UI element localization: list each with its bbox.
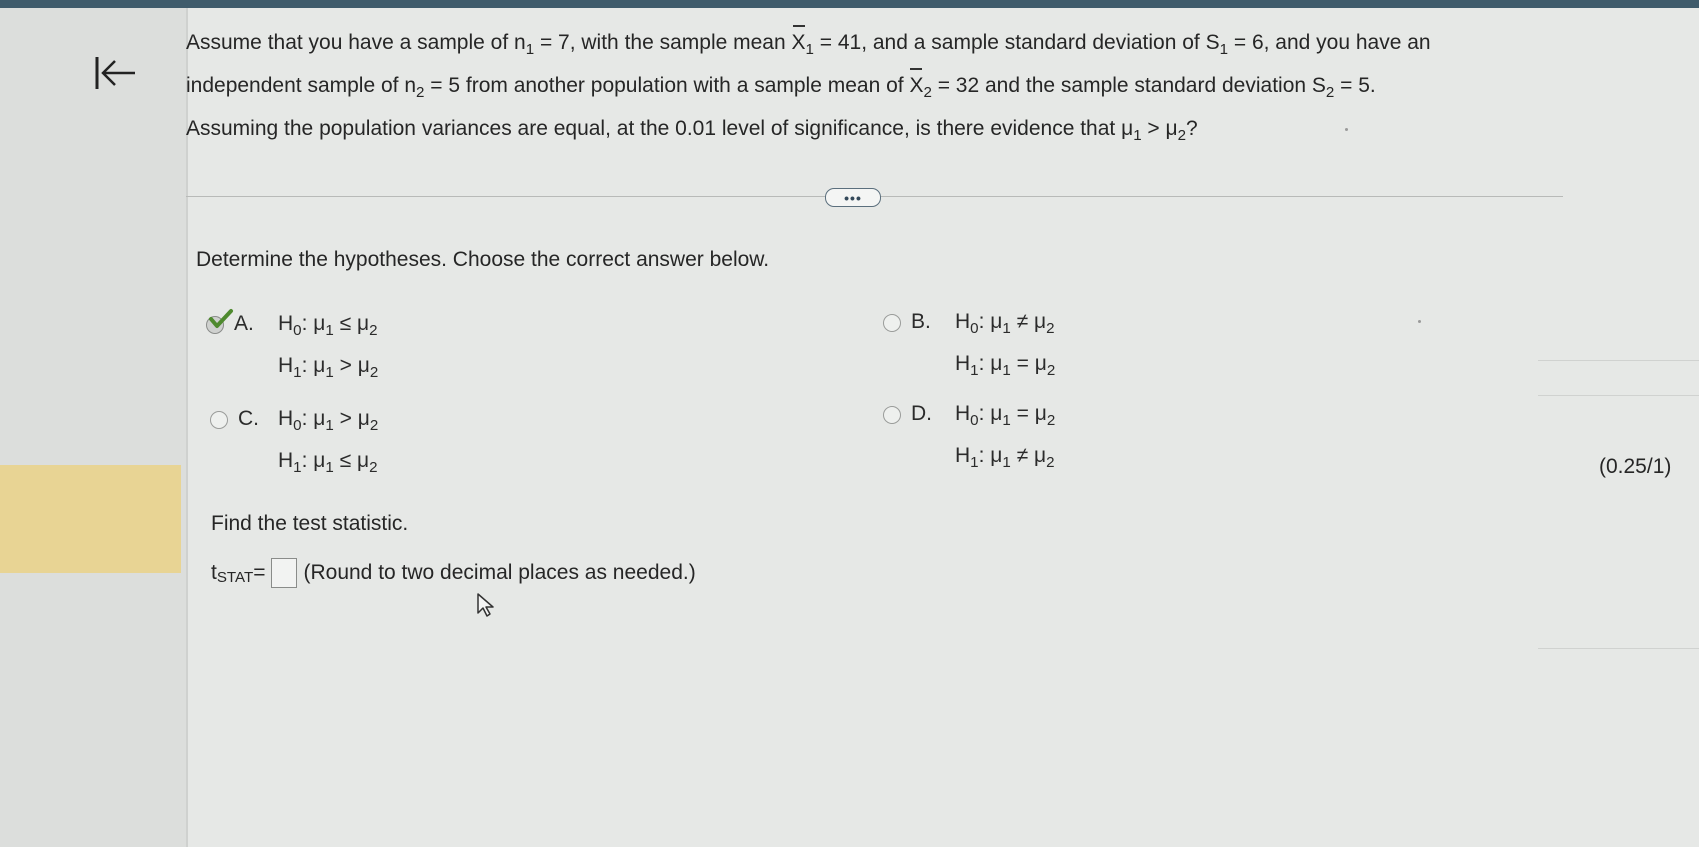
null-hypothesis	[955, 402, 1056, 429]
subscript: 1	[970, 453, 979, 471]
subscript: 2	[1177, 126, 1187, 144]
subscript: 1	[325, 458, 334, 476]
subscript: 2	[369, 363, 379, 381]
relation-symbol: >	[333, 407, 358, 430]
question-line	[186, 65, 1536, 108]
subscript: 1	[1002, 319, 1011, 337]
x-bar-symbol: X	[792, 22, 806, 63]
subscript: 2	[369, 458, 378, 476]
relation-symbol: ≤	[333, 312, 357, 335]
mu-symbol: μ	[990, 352, 1003, 375]
collapse-left-arrow-icon	[93, 53, 137, 93]
question-fragment: independent sample of n	[186, 74, 417, 97]
colon: :	[978, 444, 991, 467]
null-hypothesis	[278, 407, 379, 434]
question-text	[186, 22, 1536, 151]
relation-symbol: ≠	[1010, 444, 1034, 467]
mu-symbol: μ	[1033, 444, 1047, 467]
subscript: 1	[970, 361, 979, 379]
subscript: 1	[325, 321, 334, 339]
mu-symbol: μ	[356, 449, 370, 472]
expand-more-button[interactable]: •••	[825, 188, 881, 207]
left-panel-highlight	[0, 465, 181, 573]
relation-symbol: ≤	[333, 449, 357, 472]
subscript: 0	[293, 321, 302, 339]
mu-symbol: μ	[313, 407, 326, 430]
relation-symbol: =	[1010, 402, 1035, 425]
hyp-symbol: H	[278, 312, 294, 335]
relation-symbol: >	[1141, 117, 1166, 140]
subscript: 1	[1133, 126, 1142, 144]
colon: :	[301, 449, 314, 472]
subscript: 1	[525, 40, 535, 58]
mu-symbol: μ	[313, 354, 326, 377]
question-fragment: = 5 from another population with a sample mean of	[424, 74, 910, 97]
mu-symbol: μ	[313, 312, 326, 335]
mouse-pointer-icon	[476, 592, 498, 618]
colon: :	[978, 352, 991, 375]
subscript: 2	[369, 321, 378, 339]
option-letter: C.	[238, 407, 259, 430]
subscript: 2	[416, 83, 425, 101]
colon: :	[301, 312, 314, 335]
score-label: (0.25/1)	[1599, 455, 1672, 478]
question-line	[186, 108, 1536, 151]
subscript: 1	[1002, 361, 1011, 379]
left-panel	[0, 8, 187, 847]
null-hypothesis	[278, 312, 378, 339]
subscript: 0	[970, 411, 979, 429]
option-letter: D.	[911, 402, 932, 425]
subscript: 2	[1046, 319, 1055, 337]
x-bar-symbol: X	[909, 65, 923, 106]
hyp-symbol: H	[955, 444, 971, 467]
option-letter: A.	[234, 312, 254, 335]
equals-sign: =	[253, 561, 266, 584]
null-hypothesis	[955, 310, 1055, 337]
hypotheses-prompt: Determine the hypotheses. Choose the correct answer below.	[196, 248, 770, 271]
speck	[1418, 320, 1421, 323]
question-mark: ?	[1186, 117, 1198, 140]
option-letter: B.	[911, 310, 931, 333]
right-edge-line	[1538, 395, 1699, 396]
tstat-answer-input[interactable]	[271, 558, 297, 588]
mu-symbol: μ	[1034, 402, 1047, 425]
mu-symbol: μ	[357, 354, 370, 377]
option-b-radio[interactable]	[883, 314, 901, 332]
hyp-symbol: H	[955, 402, 971, 425]
hyp-symbol: H	[278, 354, 294, 377]
colon: :	[978, 310, 991, 333]
rounding-hint: (Round to two decimal places as needed.)	[303, 561, 696, 584]
hyp-symbol: H	[955, 310, 971, 333]
colon: :	[978, 402, 991, 425]
question-fragment: = 7, with the sample mean	[534, 31, 792, 54]
subscript: 2	[923, 83, 932, 101]
subscript: 1	[1002, 453, 1011, 471]
hyp-symbol: H	[955, 352, 971, 375]
test-statistic-row	[211, 558, 696, 588]
top-bar	[0, 0, 1699, 8]
subscript: STAT	[216, 569, 254, 587]
subscript: 2	[1046, 361, 1056, 379]
question-line	[186, 22, 1536, 65]
subscript: 2	[369, 416, 379, 434]
mu-symbol: μ	[990, 444, 1003, 467]
mu-symbol: μ	[990, 310, 1003, 333]
question-fragment: = 5.	[1334, 74, 1376, 97]
subscript: 0	[293, 416, 302, 434]
subscript: 1	[325, 363, 334, 381]
relation-symbol: ≠	[1010, 310, 1034, 333]
option-c-radio[interactable]	[210, 411, 228, 429]
speck	[1345, 128, 1348, 131]
hyp-symbol: H	[278, 449, 294, 472]
relation-symbol: =	[1010, 352, 1035, 375]
alternative-hypothesis	[278, 354, 379, 381]
option-d-radio[interactable]	[883, 406, 901, 424]
mu-symbol: μ	[313, 449, 326, 472]
subscript: 1	[805, 40, 814, 58]
colon: :	[301, 407, 314, 430]
right-edge-line	[1538, 360, 1699, 361]
question-fragment: = 32 and the sample standard deviation S	[931, 74, 1326, 97]
subscript: 0	[970, 319, 979, 337]
mu-symbol: μ	[1121, 117, 1134, 140]
right-edge-line	[1538, 648, 1699, 649]
tstat-symbol: t	[211, 561, 217, 584]
mu-symbol: μ	[1033, 310, 1047, 333]
subscript: 2	[1046, 411, 1056, 429]
hyp-symbol: H	[278, 407, 294, 430]
subscript: 1	[293, 458, 302, 476]
alternative-hypothesis	[955, 352, 1056, 379]
question-fragment: = 6, and you have an	[1228, 31, 1431, 54]
subscript: 2	[1046, 453, 1055, 471]
question-fragment: Assume that you have a sample of n	[186, 31, 526, 54]
find-test-statistic-prompt: Find the test statistic.	[211, 512, 409, 535]
mu-symbol: μ	[356, 312, 370, 335]
subscript: 1	[293, 363, 302, 381]
alternative-hypothesis	[955, 444, 1055, 471]
alternative-hypothesis	[278, 449, 378, 476]
colon: :	[301, 354, 314, 377]
subscript: 1	[1219, 40, 1229, 58]
subscript: 1	[1002, 411, 1011, 429]
mu-symbol: μ	[990, 402, 1003, 425]
mu-symbol: μ	[1165, 117, 1178, 140]
mu-symbol: μ	[357, 407, 370, 430]
subscript: 1	[325, 416, 334, 434]
subscript: 2	[1325, 83, 1335, 101]
question-fragment: = 41, and a sample standard deviation of S	[813, 31, 1220, 54]
checkmark-icon	[208, 308, 234, 330]
question-fragment: Assuming the population variances are equal, at the 0.01 level of significance, is there evidence that	[186, 117, 1122, 140]
collapse-panel-button[interactable]	[92, 52, 138, 94]
mu-symbol: μ	[1034, 352, 1047, 375]
relation-symbol: >	[333, 354, 358, 377]
